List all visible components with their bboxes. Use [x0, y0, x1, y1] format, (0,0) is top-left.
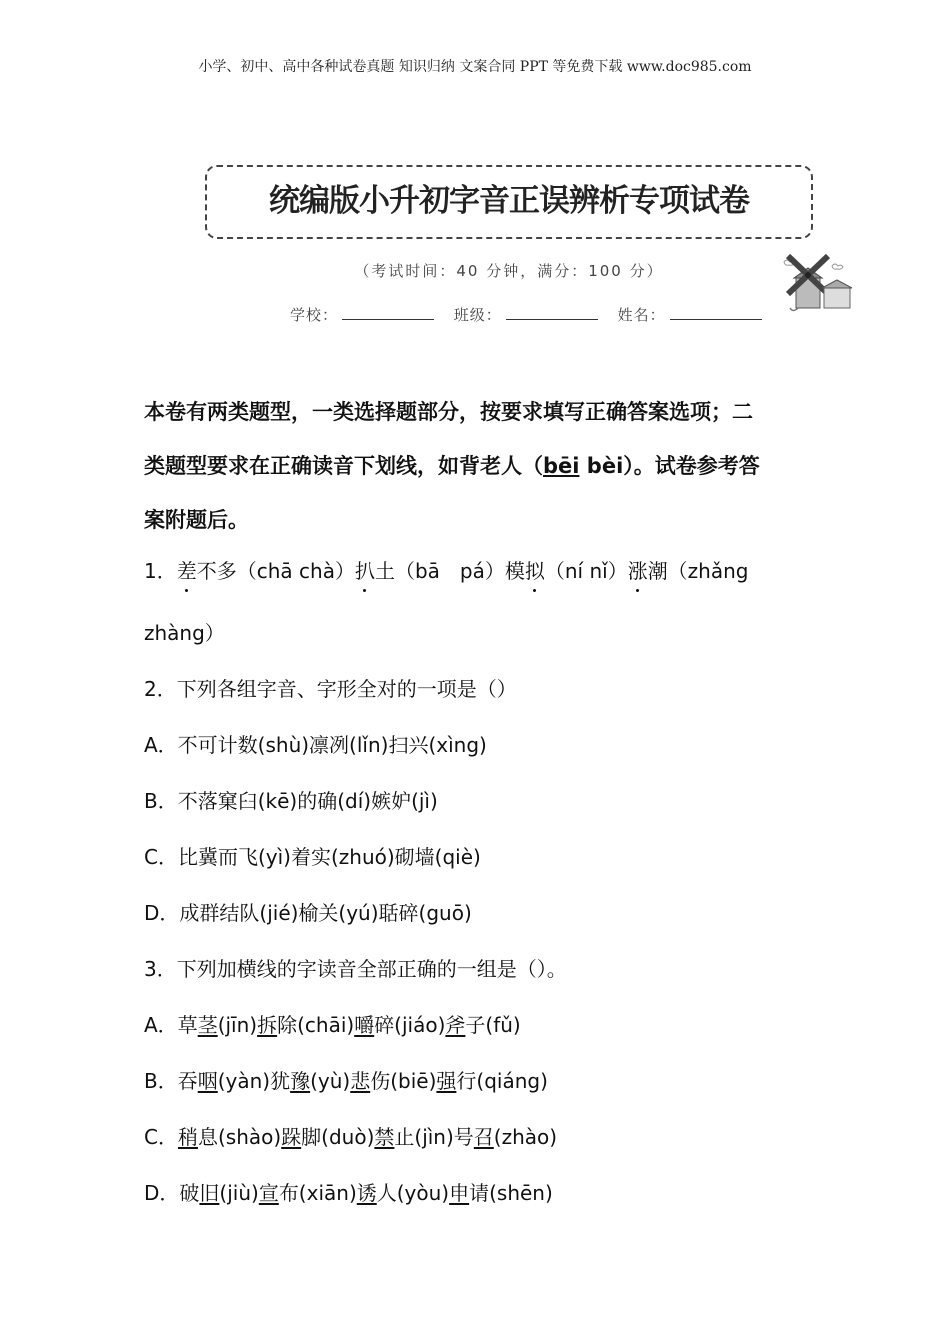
option-text: 伤(biē)	[370, 1069, 437, 1093]
page-title: 统编版小升初字音正误辨析专项试卷	[269, 183, 749, 219]
option-text: 子(fǔ)	[465, 1013, 521, 1037]
underlined-char: 禁	[374, 1125, 395, 1149]
underlined-char: 稍	[177, 1125, 198, 1149]
option-prefix: C．	[144, 1125, 178, 1149]
underlined-char: 强	[436, 1069, 457, 1093]
dotted-char: 拟	[524, 559, 545, 583]
underlined-char: 诱	[356, 1181, 377, 1205]
site-banner: 小学、初中、高中各种试卷真题 知识归纳 文案合同 PPT 等免费下载 www.doc985.com	[198, 59, 752, 75]
question-text: 不多（chā chà）	[196, 559, 355, 583]
question-2-option-c: C．比冀而飞(yì)着实(zhuó)砌墙(qiè)	[144, 845, 481, 869]
question-3-option-c	[144, 1121, 557, 1150]
option-text: 布(xiān)	[278, 1181, 357, 1205]
underlined-char: 咽	[197, 1069, 218, 1093]
option-text: (yù)	[310, 1069, 351, 1093]
question-text: 潮（zhǎng	[647, 559, 749, 583]
school-blank	[342, 305, 434, 320]
intro-line-1: 本卷有两类题型，一类选择题部分，按要求填写正确答案选项；二	[144, 400, 753, 424]
underlined-char: 召	[473, 1125, 494, 1149]
question-number: 1．	[144, 559, 177, 583]
dotted-char: 差	[176, 559, 197, 583]
option-text: 除(chāi)	[277, 1013, 355, 1037]
question-3-stem: 3．下列加横线的字读音全部正确的一组是（）。	[144, 957, 567, 981]
option-text: 止(jìn)号	[394, 1125, 474, 1149]
option-prefix: A．草	[144, 1013, 198, 1037]
class-label: 班级：	[453, 306, 502, 324]
question-3-option-d	[144, 1177, 553, 1206]
exam-info: （考试时间：40 分钟，满分：100 分）	[354, 262, 664, 280]
underlined-char: 跺	[281, 1125, 302, 1149]
intro-line-3: 案附题后。	[144, 508, 249, 532]
underlined-char: 悲	[350, 1069, 371, 1093]
question-2-option-a: A．不可计数(shù)凛冽(lǐn)扫兴(xìng)	[144, 733, 487, 757]
underlined-char: 豫	[290, 1069, 311, 1093]
underlined-char: 斧	[445, 1013, 466, 1037]
option-text: 人(yòu)	[376, 1181, 450, 1205]
intro-line-2-text: 类题型要求在正确读音下划线，如背老人（	[144, 454, 543, 478]
option-text: 脚(duò)	[301, 1125, 375, 1149]
option-text: 行(qiáng)	[456, 1069, 548, 1093]
option-text: (jīn)	[217, 1013, 258, 1037]
underlined-char: 拆	[257, 1013, 278, 1037]
option-text: (zhào)	[493, 1125, 558, 1149]
underlined-char: 申	[449, 1181, 470, 1205]
question-text: （ní nǐ）	[544, 559, 628, 583]
underlined-char: 茎	[197, 1013, 218, 1037]
question-2-option-d: D．成群结队(jié)榆关(yú)聒碎(guō)	[144, 901, 472, 925]
dotted-char: 涨	[627, 559, 648, 583]
option-prefix: B．吞	[144, 1069, 198, 1093]
question-text: 土（bā pá）模	[374, 559, 525, 583]
question-1-continued: zhàng）	[144, 621, 225, 645]
name-blank	[670, 305, 762, 320]
student-info-row	[290, 304, 776, 325]
class-blank	[506, 305, 598, 320]
option-text: 碎(jiáo)	[374, 1013, 446, 1037]
option-text: (jiù)	[219, 1181, 259, 1205]
windmill-icon	[780, 248, 860, 318]
question-3-option-a	[144, 1009, 521, 1038]
option-prefix: D．破	[144, 1181, 200, 1205]
underlined-char: 旧	[199, 1181, 220, 1205]
underlined-char: 嚼	[354, 1013, 375, 1037]
example-underlined-pinyin: bēi	[543, 454, 580, 478]
question-3-option-b	[144, 1065, 548, 1094]
question-1	[144, 555, 749, 584]
name-label: 姓名：	[617, 306, 666, 324]
underlined-char: 宣	[258, 1181, 279, 1205]
intro-line-2	[144, 450, 804, 480]
school-label: 学校：	[290, 306, 339, 324]
option-text: 息(shào)	[197, 1125, 282, 1149]
option-text: 请(shēn)	[469, 1181, 553, 1205]
intro-line-2-tail: bèi）。试卷参考答	[579, 454, 760, 478]
question-2-stem: 2．下列各组字音、字形全对的一项是（）	[144, 677, 517, 701]
option-text: (yàn)犹	[217, 1069, 291, 1093]
question-2-option-b: B．不落窠臼(kē)的确(dí)嫉妒(jì)	[144, 789, 438, 813]
dotted-char: 扒	[354, 559, 375, 583]
